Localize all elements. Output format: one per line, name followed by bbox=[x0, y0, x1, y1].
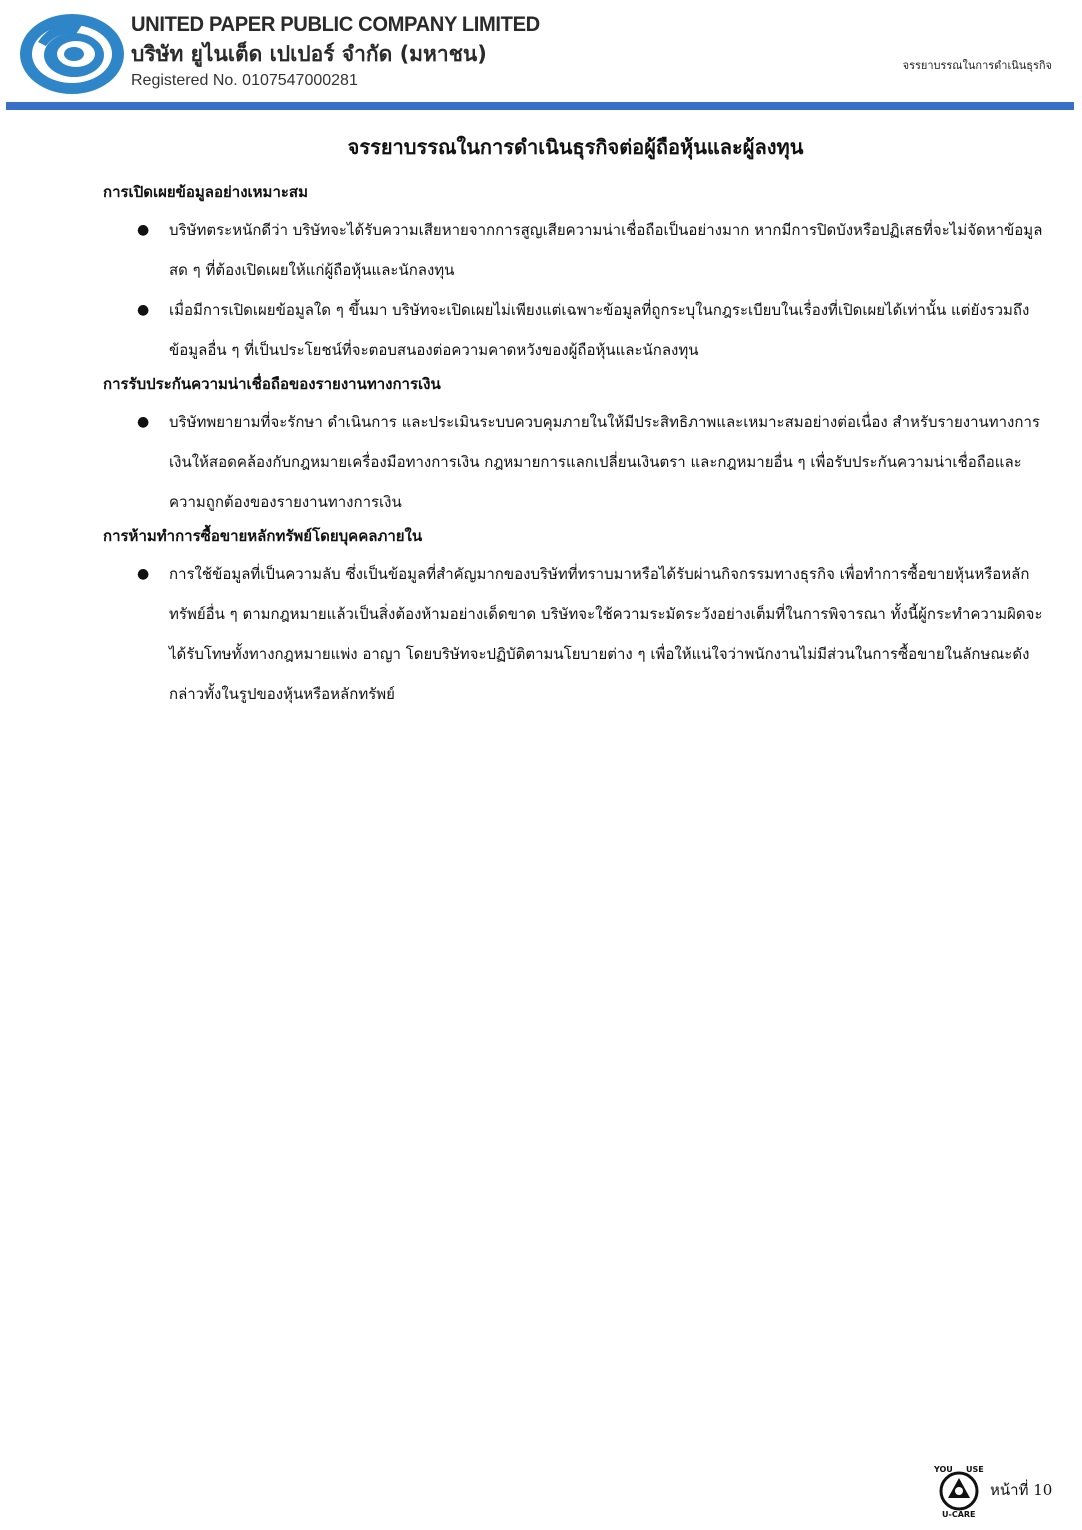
section-heading: การห้ามทำการซื้อขายหลักทรัพย์โดยบุคคลภายใน bbox=[103, 527, 423, 545]
list-item-text: บริษัทพยายามที่จะรักษา ดำเนินการ และประเมินระบบควบคุมภายในให้มีประสิทธิภาพและเหมาะสมอย่างต่อเนื่อง สำหรับรายงานทางการเงินให้สอดคล้องกับกฎหมายเครื่องมือทางการเงิน กฎหมายการแลกเปลี่ยนเงินตรา และกฎหมายอื่น ๆ เพื่อรับประกันความน่าเชื่อถือและความถูกต้องของรายงานทางการเงิน bbox=[169, 413, 1040, 511]
list-item bbox=[103, 210, 1048, 290]
svg-text:YOU: YOU bbox=[934, 1465, 953, 1474]
registration-number: Registered No. 0107547000281 bbox=[131, 72, 358, 89]
svg-text:U-CARE: U-CARE bbox=[942, 1510, 976, 1518]
list-item bbox=[103, 554, 1048, 714]
company-name-th: บริษัท ยูไนเต็ด เปเปอร์ จำกัด (มหาชน) bbox=[131, 42, 487, 66]
bullet-icon: ● bbox=[137, 566, 150, 582]
section-financial-reporting bbox=[103, 370, 1048, 522]
section-heading: การเปิดเผยข้อมูลอย่างเหมาะสม bbox=[103, 183, 308, 201]
svg-text:USE: USE bbox=[966, 1465, 984, 1474]
you-use-u-care-seal-icon bbox=[930, 1460, 988, 1518]
section-disclosure bbox=[103, 178, 1048, 370]
page-number: หน้าที่ 10 bbox=[990, 1481, 1053, 1499]
page-header bbox=[0, 0, 1082, 112]
company-block bbox=[131, 12, 557, 92]
list-item-text: การใช้ข้อมูลที่เป็นความลับ ซึ่งเป็นข้อมูลที่สำคัญมากของบริษัทที่ทราบมาหรือได้รับผ่านกิจกรรมทางธุรกิจ เพื่อทำการซื้อขายหุ้นหรือหลักทรัพย์อื่น ๆ ตามกฎหมายแล้วเป็นสิ่งต้องห้ามอย่างเด็ดขาด บริษัทจะใช้ความระมัดระวังอย่างเต็มที่ในการพิจารณา ทั้งนี้ผู้กระทำความผิดจะได้รับโทษทั้งทางกฎหมายแพ่ง อาญา โดยบริษัทจะปฏิบัติตามนโยบายต่าง ๆ เพื่อให้แน่ใจว่าพนักงานไม่มีส่วนในการซื้อขายในลักษณะดังกล่าวทั้งในรูปของหุ้นหรือหลักทรัพย์ bbox=[169, 565, 1043, 703]
bullet-icon: ● bbox=[137, 414, 150, 430]
header-rule bbox=[6, 102, 1074, 110]
company-name-en: UNITED PAPER PUBLIC COMPANY LIMITED bbox=[131, 13, 540, 36]
header-section-name: จรรยาบรรณในการดำเนินธุรกิจ bbox=[902, 59, 1052, 72]
section-heading: การรับประกันความน่าเชื่อถือของรายงานทางการเงิน bbox=[103, 375, 441, 393]
list-item-text: เมื่อมีการเปิดเผยข้อมูลใด ๆ ขึ้นมา บริษัทจะเปิดเผยไม่เพียงแต่เฉพาะข้อมูลที่ถูกระบุในกฎระเบียบในเรื่องที่เปิดเผยได้เท่านั้น แต่ยังรวมถึงข้อมูลอื่น ๆ ที่เป็นประโยชน์ที่จะตอบสนองต่อความคาดหวังของผู้ถือหุ้นและนักลงทุน bbox=[169, 301, 1030, 359]
page-footer bbox=[930, 1460, 1070, 1520]
document-body bbox=[103, 130, 1048, 714]
list-item bbox=[103, 290, 1048, 370]
bullet-icon: ● bbox=[137, 302, 150, 318]
list-item-text: บริษัทตระหนักดีว่า บริษัทจะได้รับความเสียหายจากการสูญเสียความน่าเชื่อถือเป็นอย่างมาก หากมีการปิดบังหรือปฏิเสธที่จะไม่จัดหาข้อมูลสด ๆ ที่ต้องเปิดเผยให้แก่ผู้ถือหุ้นและนักลงทุน bbox=[169, 221, 1043, 279]
company-logo bbox=[18, 12, 126, 96]
page-title: จรรยาบรรณในการดำเนินธุรกิจต่อผู้ถือหุ้นและผู้ลงทุน bbox=[347, 135, 804, 159]
section-insider-trading bbox=[103, 522, 1048, 714]
bullet-icon: ● bbox=[137, 222, 150, 238]
list-item bbox=[103, 402, 1048, 522]
